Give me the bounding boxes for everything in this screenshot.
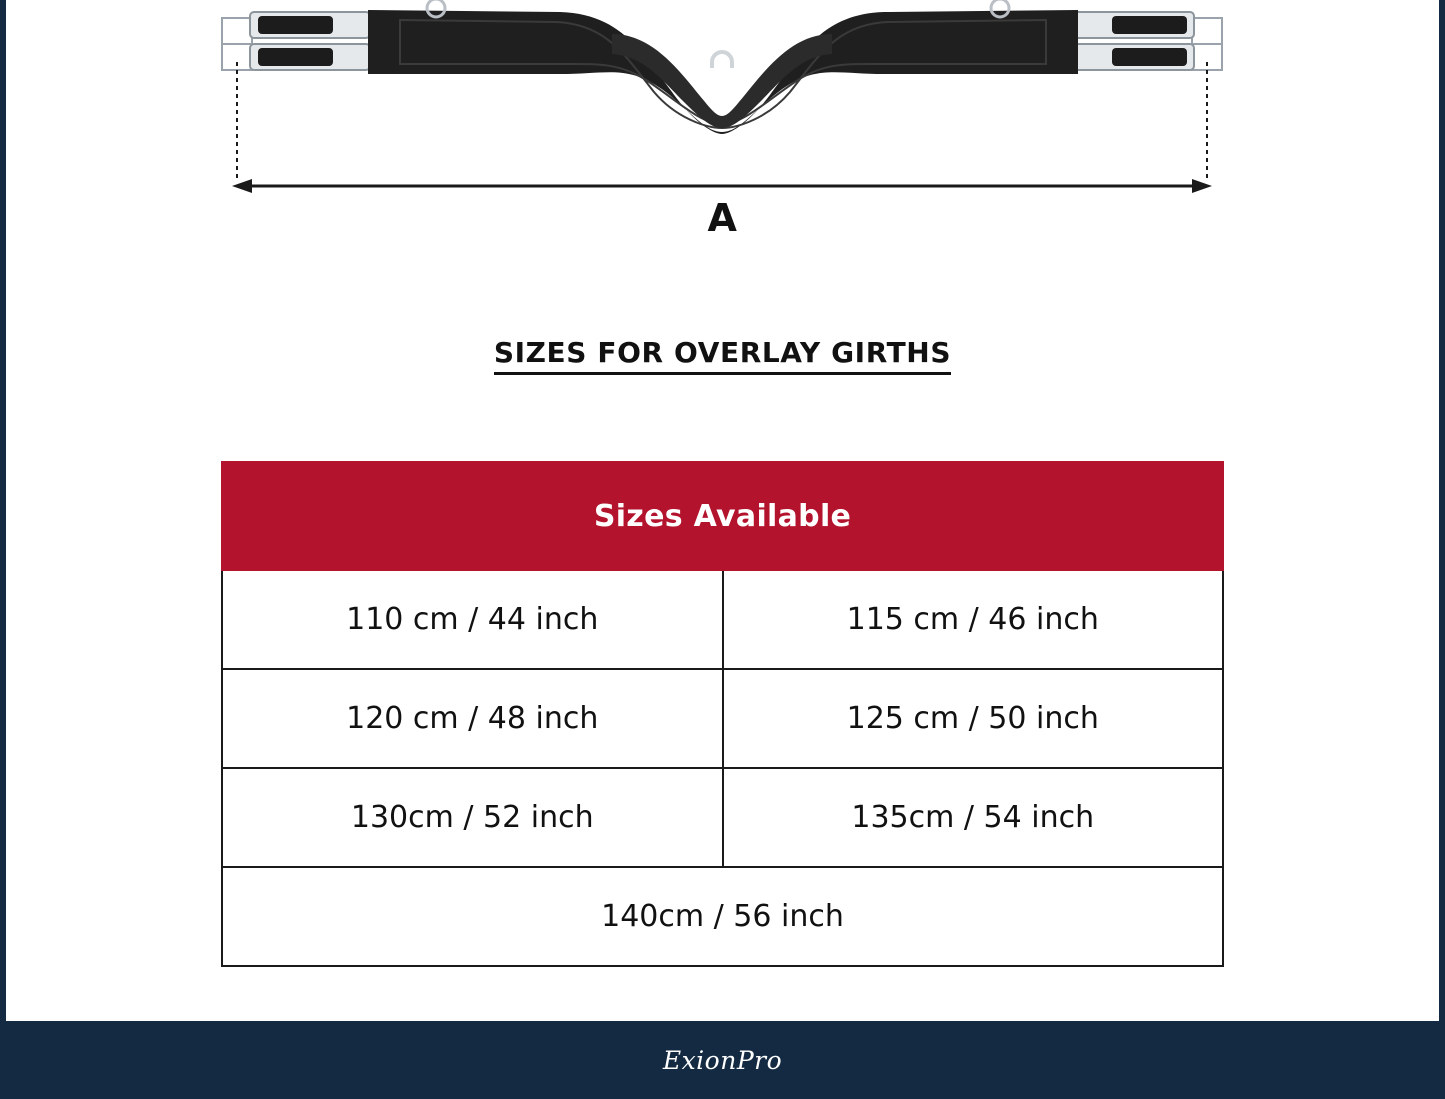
table-row <box>222 867 1223 966</box>
size-cell-full-width: 140cm / 56 inch <box>222 867 1223 966</box>
girth-body <box>368 10 1078 134</box>
page-title <box>0 336 1445 369</box>
right-buckle-group <box>1074 12 1222 70</box>
size-cell: 115 cm / 46 inch <box>723 570 1224 669</box>
size-cell: 110 cm / 44 inch <box>222 570 723 669</box>
size-cell: 125 cm / 50 inch <box>723 669 1224 768</box>
table-row <box>222 768 1223 867</box>
footer-bar <box>0 1021 1445 1099</box>
left-buckle-group <box>222 12 370 70</box>
sizes-table <box>221 461 1224 967</box>
table-row <box>222 669 1223 768</box>
size-cell: 120 cm / 48 inch <box>222 669 723 768</box>
table-header-cell: Sizes Available <box>222 462 1223 570</box>
table-header-row <box>222 462 1223 570</box>
size-cell: 130cm / 52 inch <box>222 768 723 867</box>
page-title-text: SIZES FOR OVERLAY GIRTHS <box>494 336 951 375</box>
measurement-arrow <box>232 179 1212 193</box>
brand-logo: ExionPro <box>662 1045 783 1075</box>
table-row <box>222 570 1223 669</box>
size-cell: 135cm / 54 inch <box>723 768 1224 867</box>
measurement-label-a: A <box>707 196 738 240</box>
